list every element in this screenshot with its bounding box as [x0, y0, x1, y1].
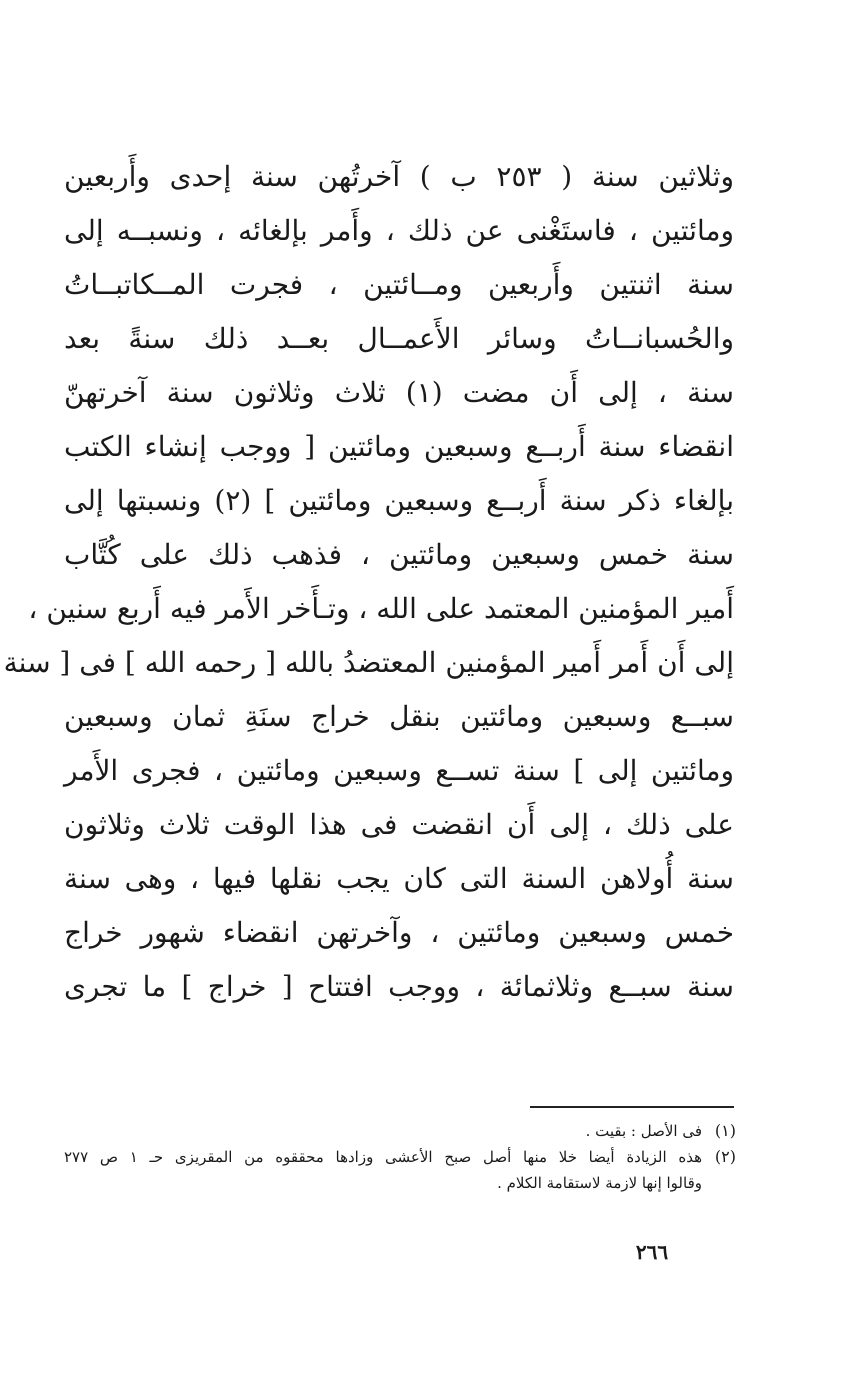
text-line: إلى أَن أَمر أَمير المؤمنين المعتضدُ بالله [ رحمه الله ] فى [ سنة: [3, 646, 734, 679]
footnote-line: وقالوا إنها لازمة لاستقامة الكلام .: [497, 1174, 702, 1192]
text-line: انقضاء سنة أَربــع وسبعين ومائتين [ ووجب إنشاء الكتب: [64, 430, 734, 463]
main-text-block: [3, 150, 735, 1014]
footnote-number: (١): [714, 1121, 736, 1140]
text-line: سنة اثنتين وأَربعين ومــائتين ، فجرت المــكاتبــاتُ: [64, 268, 734, 301]
text-line: سنة أُولاهن السنة التى كان يجب نقلها فيها ، وهى سنة: [64, 862, 734, 895]
footnote-divider: [530, 1106, 734, 1108]
footnotes: [64, 1118, 736, 1196]
footnote-number: (٢): [714, 1147, 736, 1166]
footnote-line: هذه الزيادة أيضا خلا منها أصل صبح الأعشى وزادها محققوه من المقريزى حـ ١ ص ٢٧٧: [64, 1148, 702, 1166]
text-line: سنة ، إلى أَن مضت (١) ثلاث وثلاثون سنة آخرتهنّ: [64, 376, 734, 409]
text-line: خمس وسبعين ومائتين ، وآخرتهن انقضاء شهور خراج: [64, 916, 734, 949]
text-line: بإلغاء ذكر سنة أَربــع وسبعين ومائتين ] (٢) ونسبتها إلى: [64, 484, 734, 517]
footnote-line: فى الأصل : بقيت .: [585, 1122, 702, 1140]
text-line: والحُسبانــاتُ وسائر الأَعمــال بعــد ذلك سنةً بعد: [64, 322, 734, 355]
footnote-2: [64, 1144, 736, 1196]
page-number: ٢٦٦: [635, 1240, 669, 1264]
text-line: ومائتين إلى ] سنة تســع وسبعين ومائتين ، فجرى الأَمر: [64, 754, 734, 787]
footnote-text: [64, 1144, 702, 1196]
text-line: سنة خمس وسبعين ومائتين ، فذهب ذلك على كُتَّاب: [64, 538, 734, 571]
footnote-1: [64, 1118, 736, 1144]
text-line: على ذلك ، إلى أَن انقضت فى هذا الوقت ثلاث وثلاثون: [64, 808, 734, 841]
text-line: أَمير المؤمنين المعتمد على الله ، وتـأَخر الأَمر فيه أَربع سنين ،: [28, 592, 734, 625]
text-line: ومائتين ، فاستَغْنى عن ذلك ، وأَمر بإلغائه ، ونسبــه إلى: [64, 214, 734, 247]
text-line: سنة سبــع وثلاثمائة ، ووجب افتتاح [ خراج ] ما تجرى: [64, 970, 734, 1003]
footnote-text: [64, 1118, 702, 1144]
text-line: سبــع وسبعين ومائتين بنقل خراج سنَةِ ثمان وسبعين: [64, 700, 734, 733]
text-line: وثلاثين سنة ( ٢٥٣ ب ) آخرتُهن سنة إحدى وأَربعين: [64, 160, 735, 193]
